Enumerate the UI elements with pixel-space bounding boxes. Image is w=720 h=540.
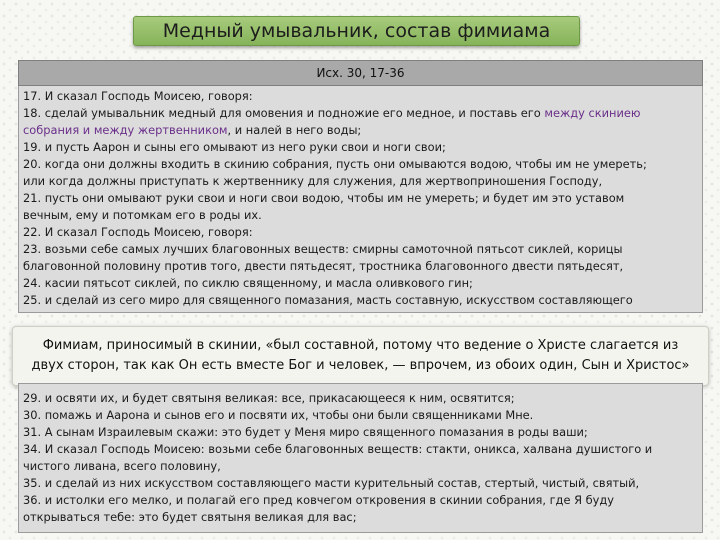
verse-line: 34. И сказал Господь Моисею: возьми себе благовонных веществ: стакти, оникса, халвана душистого и xyxy=(23,442,653,456)
highlighted-phrase: собрания и между жертвенником xyxy=(23,123,228,137)
verse-line: или когда должны приступать к жертвеннику для служения, для жертвоприношения Господу, xyxy=(23,174,603,188)
quote-banner: Фимиам, приносимый в скинии, «был составной, потому что ведение о Христе слагается из двух сторон, так как Он есть вместе Бог и человек, — впрочем, из обоих один, Сын и Христос» xyxy=(12,326,709,386)
verse-line xyxy=(23,105,698,122)
scripture-table xyxy=(18,60,703,313)
verse-line: 36. и истолки его мелко, и полагай его пред ковчегом откровения в скинии собрания, где Я буду xyxy=(23,493,614,507)
verse-line: открываться тебе: это будет святыня великая для вас; xyxy=(23,510,357,524)
verse-line: 24. касии пятьсот сиклей, по сиклю священному, и масла оливкового гин; xyxy=(23,276,473,290)
verse-text: , и налей в него воды; xyxy=(227,123,362,137)
verse-line: чистого ливана, всего половину, xyxy=(23,459,221,473)
verses-bottom-block xyxy=(18,383,703,533)
reference-header: Исх. 30, 17-36 xyxy=(18,60,703,86)
verse-text: 18. сделай умывальник медный для омовения и подножие его медное, и поставь его xyxy=(23,106,545,120)
verse-line: 35. и сделай из них искусством составляющего масти курительный состав, стертый, чистый, святый, xyxy=(23,476,640,490)
verse-line: 17. И сказал Господь Моисею, говоря: xyxy=(23,89,253,103)
verse-line: благовонной половину против того, двести пятьдесят, тростника благовонного двести пятьдесят, xyxy=(23,259,624,273)
verse-line: 29. и освяти их, и будет святыня великая: все, прикасающееся к ним, освятится; xyxy=(23,391,515,405)
verse-line: 21. пусть они омывают руки свои и ноги свои водою, чтобы им не умереть; и будет им это уставом xyxy=(23,191,625,205)
verses-top-block xyxy=(18,86,703,313)
verse-line: 30. помажь и Аарона и сынов его и посвяти их, чтобы они были священниками Мне. xyxy=(23,408,534,422)
verse-line: 22. И сказал Господь Моисею, говоря: xyxy=(23,225,253,239)
verse-line: вечным, ему и потомкам его в роды их. xyxy=(23,208,262,222)
slide-title: Медный умывальник, состав фимиама xyxy=(133,16,580,46)
verse-line: 20. когда они должны входить в скинию собрания, пусть они омываются водою, чтобы им не умереть; xyxy=(23,157,647,171)
verse-line: 23. возьми себе самых лучших благовонных веществ: смирны самоточной пятьсот сиклей, корицы xyxy=(23,242,623,256)
verse-line: 19. и пусть Аарон и сыны его омывают из него руки свои и ноги свои; xyxy=(23,140,446,154)
verse-line xyxy=(23,122,698,139)
verse-line: 31. А сынам Израилевым скажи: это будет у Меня миро священного помазания в роды ваши; xyxy=(23,425,588,439)
verse-line: 25. и сделай из сего миро для священного помазания, масть составную, искусством составляющего xyxy=(23,293,633,307)
highlighted-phrase: между скиниею xyxy=(544,106,641,120)
